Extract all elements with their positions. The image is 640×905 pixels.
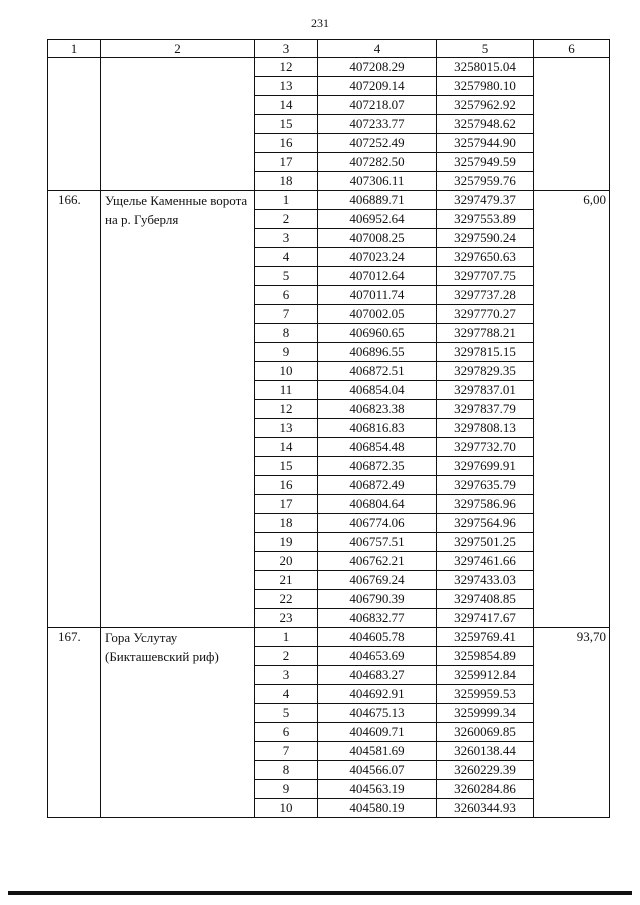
coordinate-y: 3257962.92 bbox=[437, 96, 534, 115]
coordinate-x: 406854.04 bbox=[318, 381, 437, 400]
point-number: 13 bbox=[255, 77, 318, 96]
point-number: 21 bbox=[255, 571, 318, 590]
page-number: 231 bbox=[311, 16, 329, 30]
point-number: 16 bbox=[255, 134, 318, 153]
coordinate-y: 3259959.53 bbox=[437, 685, 534, 704]
point-number: 3 bbox=[255, 666, 318, 685]
coordinate-y: 3297837.01 bbox=[437, 381, 534, 400]
point-number: 2 bbox=[255, 647, 318, 666]
coordinate-y: 3297815.15 bbox=[437, 343, 534, 362]
coordinate-y: 3297553.89 bbox=[437, 210, 534, 229]
point-number: 22 bbox=[255, 590, 318, 609]
coordinate-x: 407252.49 bbox=[318, 134, 437, 153]
coordinate-x: 404580.19 bbox=[318, 799, 437, 818]
point-number: 13 bbox=[255, 419, 318, 438]
coordinate-x: 404605.78 bbox=[318, 628, 437, 647]
coordinate-x: 407002.05 bbox=[318, 305, 437, 324]
coordinate-y: 3257948.62 bbox=[437, 115, 534, 134]
coordinate-y: 3297707.75 bbox=[437, 267, 534, 286]
coordinate-x: 404675.13 bbox=[318, 704, 437, 723]
point-number: 1 bbox=[255, 191, 318, 210]
coordinate-x: 406872.35 bbox=[318, 457, 437, 476]
coordinate-y: 3260138.44 bbox=[437, 742, 534, 761]
coordinate-y: 3257959.76 bbox=[437, 172, 534, 191]
coordinate-x: 406762.21 bbox=[318, 552, 437, 571]
point-number: 19 bbox=[255, 533, 318, 552]
point-number: 4 bbox=[255, 248, 318, 267]
coordinate-y: 3259769.41 bbox=[437, 628, 534, 647]
coordinate-y: 3297808.13 bbox=[437, 419, 534, 438]
coordinate-y: 3297770.27 bbox=[437, 305, 534, 324]
column-header: 2 bbox=[101, 40, 255, 58]
coordinate-y: 3260069.85 bbox=[437, 723, 534, 742]
column-header: 5 bbox=[437, 40, 534, 58]
coordinate-x: 407023.24 bbox=[318, 248, 437, 267]
point-number: 1 bbox=[255, 628, 318, 647]
coordinate-x: 406816.83 bbox=[318, 419, 437, 438]
point-number: 2 bbox=[255, 210, 318, 229]
coordinate-x: 407011.74 bbox=[318, 286, 437, 305]
point-number: 5 bbox=[255, 267, 318, 286]
coordinate-y: 3297564.96 bbox=[437, 514, 534, 533]
coordinate-x: 406872.51 bbox=[318, 362, 437, 381]
coordinate-y: 3259912.84 bbox=[437, 666, 534, 685]
coordinate-x: 407012.64 bbox=[318, 267, 437, 286]
point-number: 17 bbox=[255, 153, 318, 172]
coordinate-x: 406804.64 bbox=[318, 495, 437, 514]
coordinate-y: 3297408.85 bbox=[437, 590, 534, 609]
coordinate-x: 404563.19 bbox=[318, 780, 437, 799]
column-header: 3 bbox=[255, 40, 318, 58]
point-number: 8 bbox=[255, 324, 318, 343]
point-number: 9 bbox=[255, 780, 318, 799]
coordinate-y: 3297737.28 bbox=[437, 286, 534, 305]
coordinate-y: 3297837.79 bbox=[437, 400, 534, 419]
point-number: 9 bbox=[255, 343, 318, 362]
coordinate-x: 406896.55 bbox=[318, 343, 437, 362]
coordinate-y: 3297699.91 bbox=[437, 457, 534, 476]
coordinate-x: 406889.71 bbox=[318, 191, 437, 210]
coordinate-x: 407008.25 bbox=[318, 229, 437, 248]
coordinate-y: 3297635.79 bbox=[437, 476, 534, 495]
area-cell bbox=[534, 58, 610, 191]
point-number: 18 bbox=[255, 514, 318, 533]
index-cell bbox=[48, 58, 101, 191]
point-number: 10 bbox=[255, 362, 318, 381]
point-number: 18 bbox=[255, 172, 318, 191]
point-number: 6 bbox=[255, 723, 318, 742]
table-row bbox=[48, 58, 610, 77]
point-number: 23 bbox=[255, 609, 318, 628]
coordinate-x: 406952.64 bbox=[318, 210, 437, 229]
coordinate-x: 406823.38 bbox=[318, 400, 437, 419]
column-header: 6 bbox=[534, 40, 610, 58]
bottom-rule bbox=[8, 891, 632, 895]
point-number: 5 bbox=[255, 704, 318, 723]
coordinate-x: 404692.91 bbox=[318, 685, 437, 704]
point-number: 14 bbox=[255, 96, 318, 115]
coordinate-y: 3259999.34 bbox=[437, 704, 534, 723]
coordinate-x: 406757.51 bbox=[318, 533, 437, 552]
coordinate-y: 3257944.90 bbox=[437, 134, 534, 153]
coordinates-table bbox=[47, 39, 610, 818]
coordinate-x: 406769.24 bbox=[318, 571, 437, 590]
column-header: 4 bbox=[318, 40, 437, 58]
coordinate-x: 407218.07 bbox=[318, 96, 437, 115]
point-number: 3 bbox=[255, 229, 318, 248]
site-name: Гора Услутау (Бикташевский риф) bbox=[101, 628, 255, 818]
table-row bbox=[48, 628, 610, 647]
coordinate-x: 404566.07 bbox=[318, 761, 437, 780]
coordinate-x: 407208.29 bbox=[318, 58, 437, 77]
site-index: 167. bbox=[48, 628, 101, 818]
point-number: 7 bbox=[255, 305, 318, 324]
coordinate-x: 406790.39 bbox=[318, 590, 437, 609]
name-cell bbox=[101, 58, 255, 191]
point-number: 14 bbox=[255, 438, 318, 457]
coordinate-x: 406832.77 bbox=[318, 609, 437, 628]
coordinate-y: 3297788.21 bbox=[437, 324, 534, 343]
header-row bbox=[48, 40, 610, 58]
coordinate-y: 3260229.39 bbox=[437, 761, 534, 780]
coordinate-y: 3297479.37 bbox=[437, 191, 534, 210]
site-name: Ущелье Каменные ворота на р. Губерля bbox=[101, 191, 255, 628]
coordinate-y: 3297650.63 bbox=[437, 248, 534, 267]
point-number: 20 bbox=[255, 552, 318, 571]
point-number: 11 bbox=[255, 381, 318, 400]
coordinate-y: 3297590.24 bbox=[437, 229, 534, 248]
coordinate-x: 407233.77 bbox=[318, 115, 437, 134]
point-number: 10 bbox=[255, 799, 318, 818]
point-number: 7 bbox=[255, 742, 318, 761]
coordinate-x: 406854.48 bbox=[318, 438, 437, 457]
table-row bbox=[48, 191, 610, 210]
coordinate-y: 3260284.86 bbox=[437, 780, 534, 799]
column-header: 1 bbox=[48, 40, 101, 58]
coordinate-y: 3257980.10 bbox=[437, 77, 534, 96]
point-number: 8 bbox=[255, 761, 318, 780]
coordinate-y: 3297433.03 bbox=[437, 571, 534, 590]
coordinate-y: 3297586.96 bbox=[437, 495, 534, 514]
point-number: 16 bbox=[255, 476, 318, 495]
coordinate-x: 406960.65 bbox=[318, 324, 437, 343]
table-body bbox=[48, 58, 610, 818]
coordinate-y: 3257949.59 bbox=[437, 153, 534, 172]
coordinate-x: 407282.50 bbox=[318, 153, 437, 172]
coordinate-y: 3297732.70 bbox=[437, 438, 534, 457]
coordinate-x: 407209.14 bbox=[318, 77, 437, 96]
coordinate-x: 404609.71 bbox=[318, 723, 437, 742]
point-number: 15 bbox=[255, 115, 318, 134]
coordinate-y: 3260344.93 bbox=[437, 799, 534, 818]
point-number: 4 bbox=[255, 685, 318, 704]
coordinate-y: 3297461.66 bbox=[437, 552, 534, 571]
coordinate-x: 404653.69 bbox=[318, 647, 437, 666]
coordinate-x: 407306.11 bbox=[318, 172, 437, 191]
site-index: 166. bbox=[48, 191, 101, 628]
site-area: 93,70 bbox=[534, 628, 610, 818]
coordinate-y: 3297417.67 bbox=[437, 609, 534, 628]
coordinate-y: 3258015.04 bbox=[437, 58, 534, 77]
point-number: 12 bbox=[255, 58, 318, 77]
coordinate-x: 404581.69 bbox=[318, 742, 437, 761]
coordinate-x: 404683.27 bbox=[318, 666, 437, 685]
point-number: 12 bbox=[255, 400, 318, 419]
coordinate-x: 406774.06 bbox=[318, 514, 437, 533]
site-area: 6,00 bbox=[534, 191, 610, 628]
coordinate-x: 406872.49 bbox=[318, 476, 437, 495]
coordinate-y: 3297501.25 bbox=[437, 533, 534, 552]
point-number: 15 bbox=[255, 457, 318, 476]
point-number: 17 bbox=[255, 495, 318, 514]
coordinate-y: 3259854.89 bbox=[437, 647, 534, 666]
coordinate-y: 3297829.35 bbox=[437, 362, 534, 381]
point-number: 6 bbox=[255, 286, 318, 305]
